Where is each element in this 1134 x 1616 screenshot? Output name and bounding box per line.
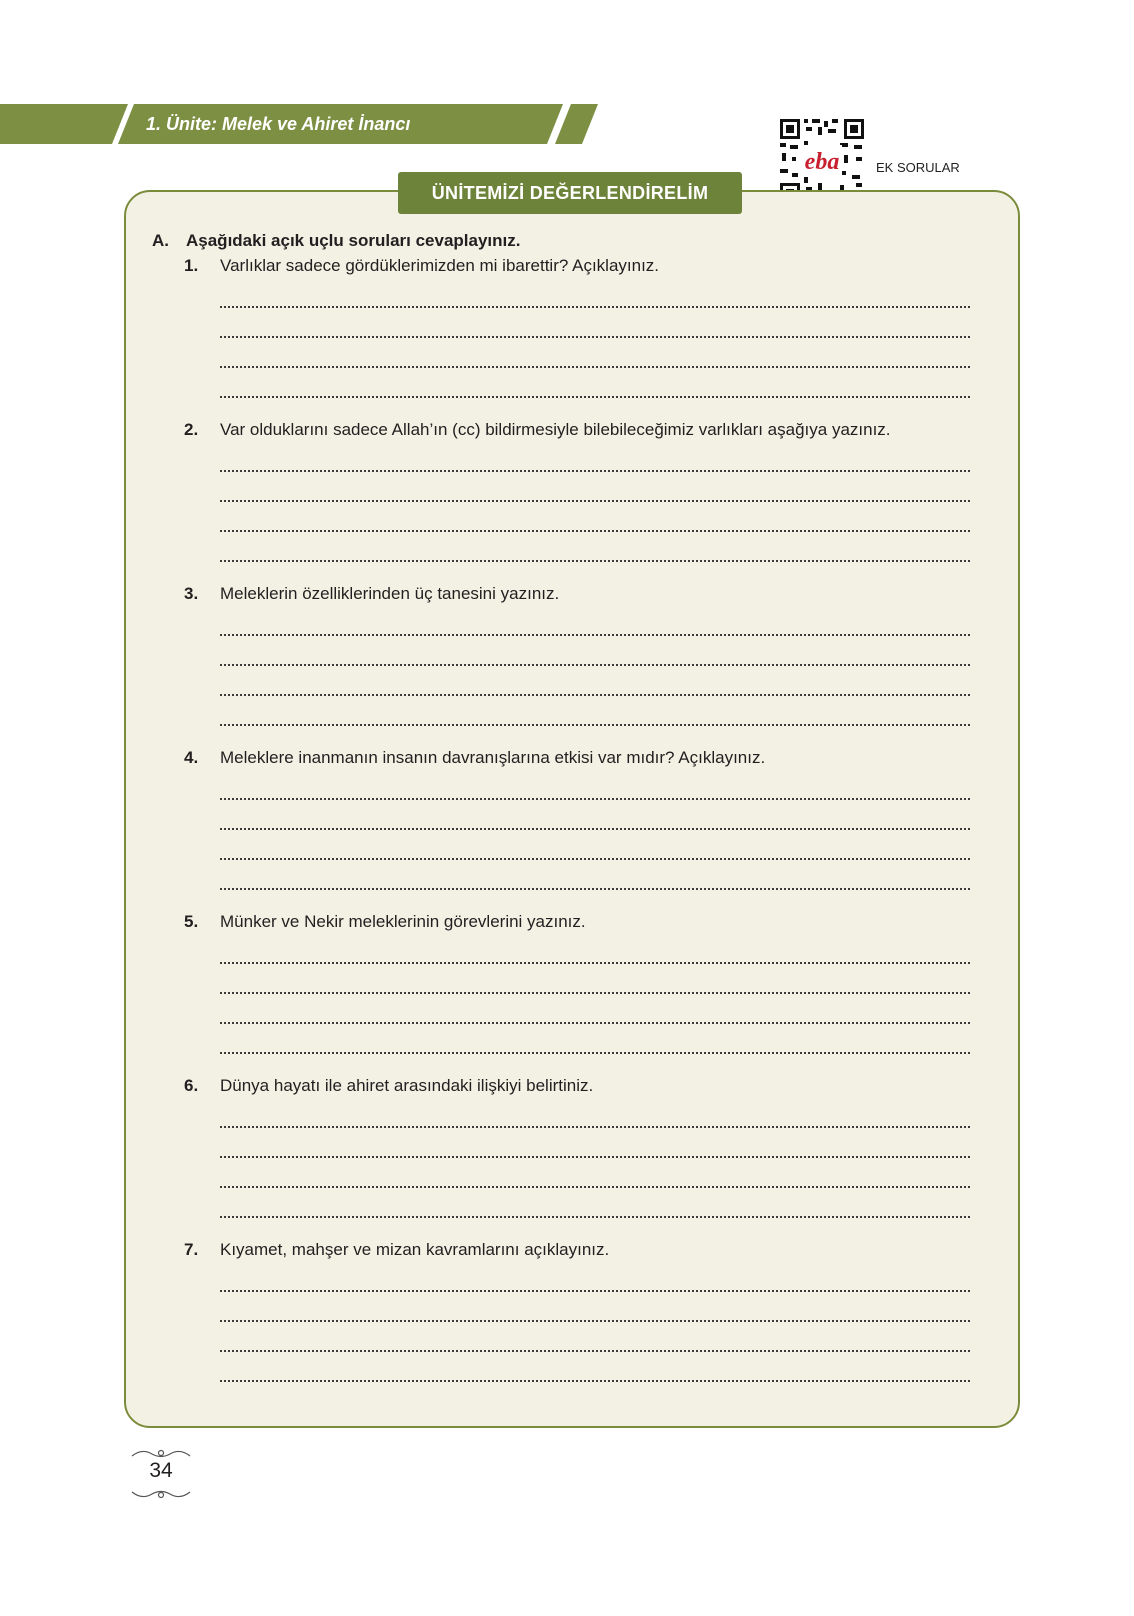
question-1 (184, 254, 1014, 398)
answer-line[interactable] (220, 1322, 970, 1352)
answer-line[interactable] (220, 606, 970, 636)
answer-line[interactable] (220, 1158, 970, 1188)
answer-line[interactable] (220, 1262, 970, 1292)
answer-line[interactable] (220, 532, 970, 562)
question-text: Var olduklarını sadece Allah’ın (cc) bildirmesiyle bilebileceğimiz varlıkları aşağıya yazınız. (220, 420, 891, 439)
answer-line[interactable] (220, 472, 970, 502)
question-number: 3. (184, 584, 199, 603)
question-text: Dünya hayatı ile ahiret arasındaki ilişkiyi belirtiniz. (220, 1076, 594, 1095)
question-text: Münker ve Nekir meleklerinin görevlerini yazınız. (220, 912, 586, 931)
eba-logo: eba (804, 149, 840, 175)
part-a-letter: A. (152, 231, 169, 250)
answer-line[interactable] (220, 830, 970, 860)
answer-line[interactable] (220, 278, 970, 308)
page-number: 34 (149, 1459, 173, 1482)
answer-line[interactable] (220, 770, 970, 800)
answer-line[interactable] (220, 1188, 970, 1218)
answer-line[interactable] (220, 1292, 970, 1322)
question-number: 5. (184, 912, 199, 931)
answer-line[interactable] (220, 934, 970, 964)
answer-line[interactable] (220, 666, 970, 696)
question-number: 7. (184, 1240, 199, 1259)
answer-line[interactable] (220, 1128, 970, 1158)
question-text: Varlıklar sadece gördüklerimizden mi ibarettir? Açıklayınız. (220, 256, 660, 275)
answer-line[interactable] (220, 1024, 970, 1054)
answer-line[interactable] (220, 338, 970, 368)
answer-line[interactable] (220, 1098, 970, 1128)
unit-banner (0, 104, 600, 144)
answer-line[interactable] (220, 368, 970, 398)
answer-line[interactable] (220, 502, 970, 532)
question-2 (184, 418, 1014, 562)
answer-line[interactable] (220, 800, 970, 830)
answer-line[interactable] (220, 964, 970, 994)
question-number: 6. (184, 1076, 199, 1095)
unit-title: 1. Ünite: Melek ve Ahiret İnancı (146, 114, 411, 134)
answer-line[interactable] (220, 860, 970, 890)
question-text: Meleklere inanmanın insanın davranışlarına etkisi var mıdır? Açıklayınız. (220, 748, 766, 767)
question-text: Meleklerin özelliklerinden üç tanesini yazınız. (220, 584, 560, 603)
answer-line[interactable] (220, 994, 970, 1024)
question-4 (184, 746, 1014, 890)
question-3 (184, 582, 1014, 726)
answer-line[interactable] (220, 696, 970, 726)
question-number: 4. (184, 748, 199, 767)
question-number: 2. (184, 420, 199, 439)
question-6 (184, 1074, 1014, 1218)
extra-questions-label: EK SORULAR (876, 160, 960, 175)
answer-line[interactable] (220, 308, 970, 338)
answer-line[interactable] (220, 1352, 970, 1382)
answer-line[interactable] (220, 636, 970, 666)
question-text: Kıyamet, mahşer ve mizan kavramlarını açıklayınız. (220, 1240, 610, 1259)
question-5 (184, 910, 1014, 1054)
answer-line[interactable] (220, 442, 970, 472)
part-a-heading (152, 231, 520, 251)
part-a-instruction: Aşağıdaki açık uçlu soruları cevaplayınız. (186, 231, 521, 250)
section-title: ÜNİTEMİZİ DEĞERLENDİRELİM (398, 172, 742, 214)
question-number: 1. (184, 256, 199, 275)
question-7 (184, 1238, 1014, 1382)
